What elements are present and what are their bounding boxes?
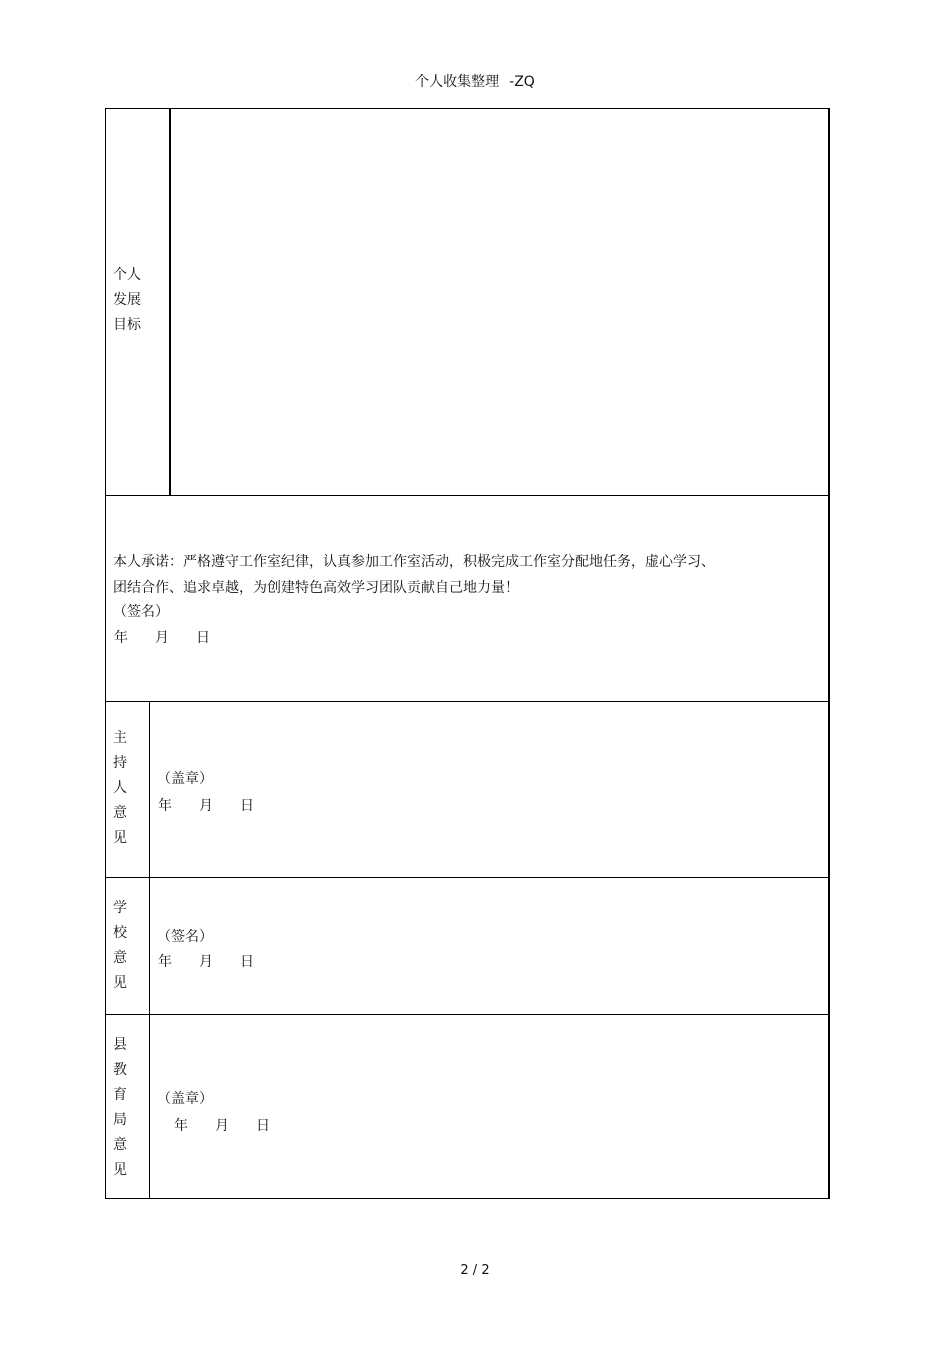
header-title: 个人收集整理 bbox=[415, 74, 500, 90]
row-divider bbox=[106, 495, 828, 496]
school-date: 年 月 日 bbox=[158, 954, 254, 970]
bureau-seal-label: （盖章） bbox=[157, 1091, 213, 1107]
host-date: 年 月 日 bbox=[158, 798, 254, 814]
header-suffix: -ZQ bbox=[509, 74, 535, 90]
host-opinion-label: 主 持 人 意 见 bbox=[113, 730, 127, 846]
pledge-line-1: 本人承诺：严格遵守工作室纪律，认真参加工作室活动，积极完成工作室分配地任务，虚心学习、 bbox=[113, 554, 715, 570]
pledge-date: 年 月 日 bbox=[114, 630, 210, 646]
pledge-line-2: 团结合作、追求卓越，为创建特色高效学习团队贡献自己地力量！ bbox=[113, 580, 519, 596]
col-divider bbox=[149, 701, 150, 1198]
goal-label: 个人 发展 目标 bbox=[113, 267, 141, 333]
bureau-opinion-label: 县 教 育 局 意 见 bbox=[113, 1037, 127, 1178]
host-seal-label: （盖章） bbox=[157, 771, 213, 787]
col-divider bbox=[169, 109, 171, 495]
page-number: 2 / 2 bbox=[460, 1263, 490, 1278]
school-signature-label: （签名） bbox=[157, 929, 213, 945]
goal-input-area[interactable] bbox=[172, 111, 826, 493]
bureau-date: 年 月 日 bbox=[174, 1118, 270, 1134]
application-form-table bbox=[105, 108, 830, 1199]
row-divider bbox=[106, 1014, 828, 1015]
pledge-signature-label: （签名） bbox=[113, 604, 169, 620]
school-opinion-label: 学 校 意 见 bbox=[113, 900, 127, 991]
page-header bbox=[0, 71, 950, 91]
row-divider bbox=[106, 701, 828, 702]
row-divider bbox=[106, 877, 828, 878]
